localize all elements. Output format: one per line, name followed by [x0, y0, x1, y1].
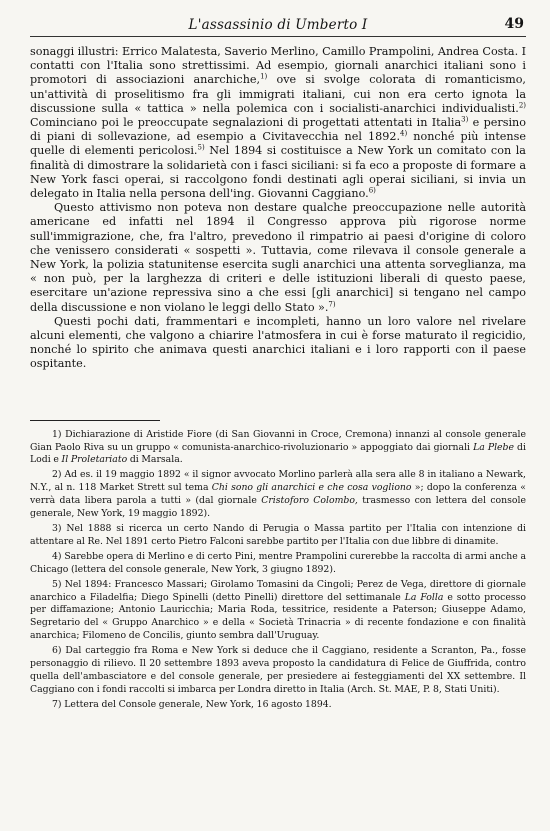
footnote-ref-7: 7) — [328, 299, 336, 308]
running-header — [30, 16, 526, 37]
page-number: 49 — [504, 16, 524, 32]
footnote-ref-3: 3) — [461, 115, 469, 124]
footnote-2: 2) Ad es. il 19 maggio 1892 « il signor avvocato Morlino parlerà alla sera alle 8 in italiano a Newark, N.Y., al n. 118 Market Strett sul tema Chi sono gli anarchici e che cosa vogliono »; dopo la conferenza « verrà data libera parola a tutti » (dal giornale Cristoforo Colombo, trasmesso con lettera del console generale, New York, 19 maggio 1892). — [30, 469, 527, 520]
footnotes — [30, 429, 526, 712]
footnote-ref-2: 2) — [518, 101, 526, 110]
footnote-6: 6) Dal carteggio fra Roma e New York si deduce che il Caggiano, residente a Scranton, Pa., fosse personaggio di rilievo. Il 20 settembre 1893 aveva proposto la candidatura di Felice de Giuffrida, contro quella dell'ambasciatore e del console generale, per presiedere ai festeggiamenti del XX settembre. Il Caggiano con i fondi raccolti si imbarca per Londra diretto in Italia (Arch. St. MAE, P. 8, Stati Uniti). — [30, 645, 526, 695]
main-text — [30, 45, 526, 372]
footnote-separator — [30, 420, 160, 421]
footnote-ref-5: 5) — [197, 143, 205, 152]
running-title: L'assassinio di Umberto I — [188, 17, 368, 33]
paragraph-2: Questo attivismo non poteva non destare qualche preoccupazione nelle autorità americane ed infatti nel 1894 il Congresso approva più rigorose norme sull'immigrazione, che, fra l'altro, prevedono il rimpatrio ai paesi d'origine di coloro che venissero considerati « sospetti ». Tuttavia, come rilevava il console generale a New York, la polizia statunitense esercita sugli anarchici una attenta sorveglianza, ma « non può, per la larghezza di criteri e delle istituzioni liberali di questo paese, esercitare un'azione repressiva sino a che essi [gli anarchici] si tengano nel campo della discussione e non violano le leggi dello Stato ».$^{7)}$ — [30, 201, 526, 314]
footnote-1: 1) Dichiarazione di Aristide Fiore (di San Giovanni in Croce, Cremona) innanzi al console generale Gian Paolo Riva su un gruppo « comunista-anarchico-rivoluzionario » appoggiato dai giornali La Plebe di Lodi e Il Proletariato di Marsala. — [30, 428, 526, 466]
footnote-3: 3) Nel 1888 si ricerca un certo Nando di Perugia o Massa partito per l'Italia con intenzione di attentare al Re. Nel 1891 certo Pietro Falconi sarebbe partito per l'Italia con due libbre di dinamite. — [30, 523, 527, 547]
footnote-ref-4: 4) — [400, 129, 408, 138]
footnote-5: 5) Nel 1894: Francesco Massari; Girolamo Tomasini da Cingoli; Perez de Vega, direttore di giornale anarchico a Filadelfia; Diego Spinelli (detto Pinelli) direttore del settimanale La Folla e sotto processo per diffamazione; Antonio Lauricchia; Maria Roda, tessitrice, residente a Paterson; Giuseppe Adamo, Segretario del « Gruppo Anarchico » e della « Società Trinacria » di recente fondazione e con finalità anarchica; Filomeno de Concilis, giunto sembra dall'Uruguay. — [30, 578, 527, 642]
footnote-ref-6: 6) — [368, 186, 376, 195]
footnote-7: 7) Lettera del Console generale, New York, 16 agosto 1894. — [52, 698, 332, 710]
footnote-ref-1: 1) — [260, 72, 268, 81]
paragraph-3: Questi pochi dati, frammentari e incompleti, hanno un loro valore nel rivelare alcuni elementi, che valgono a chiarire l'atmosfera in cui è forse maturato il regicidio, nonché lo spirito che animava questi anarchici italiani e i loro rapporti con il paese ospitante. — [30, 314, 526, 371]
paragraph-1: sonaggi illustri: Errico Malatesta, Saverio Merlino, Camillo Prampolini, Andrea Costa. I contatti con l'Italia sono strettissimi. Ad esempio, giornali anarchici italiani sono i promotori di associazioni anarchiche,$^{1)}$ ove si svolge colorata di romanticismo, un'attività di proselitismo fra gli immigrati italiani, cui non era certo ignota la discussione sulla « tattica » nella polemica con i socialisti-anarchici individualisti.$^{2)}$ Cominciano poi le preoccupate segnalazioni di progettati attentati in Italia$^{3)}$ e persino di piani di sollevazione, ad esempio a Civitavecchia nel 1892.$^{4)}$ nonché più intense quelle di elementi pericolosi.$^{5)}$ Nel 1894 si costituisce a New York un comitato con la finalità di dimostrare la solidarietà con i fasci siciliani: si fa eco a proposte di formare a New York fasci operai, si raccolgono fondi destinati agli operai siciliani, si invia un delegato in Italia nella persona dell'ing. Giovanni Caggiano.$^{6)}$ — [30, 45, 526, 201]
footnote-4: 4) Sarebbe opera di Merlino e di certo Pini, mentre Prampolini curerebbe la raccolta di armi anche a Chicago (lettera del console generale, New York, 3 giugno 1892). — [30, 550, 526, 575]
